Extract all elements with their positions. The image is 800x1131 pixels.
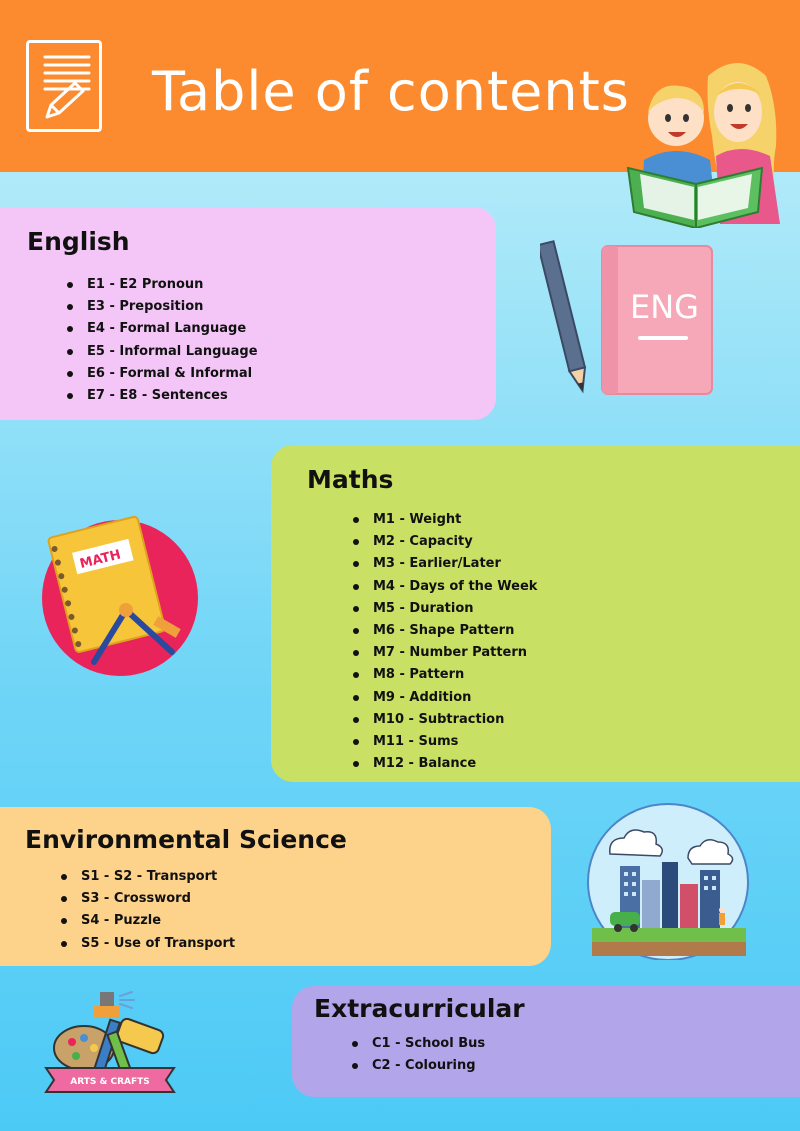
- list-item: C2 - Colouring: [352, 1055, 485, 1077]
- list-item: M1 - Weight: [353, 509, 537, 531]
- document-pencil-icon: [26, 40, 102, 132]
- list-item: M11 - Sums: [353, 731, 537, 753]
- list-item: M3 - Earlier/Later: [353, 553, 537, 575]
- list-item: E5 - Informal Language: [67, 341, 258, 363]
- city-transport-icon: [584, 800, 754, 960]
- environmental-science-section: [0, 807, 551, 966]
- environmental-science-list: [61, 866, 235, 955]
- list-item: M2 - Capacity: [353, 531, 537, 553]
- maths-list: [353, 509, 537, 775]
- list-item: E3 - Preposition: [67, 296, 258, 318]
- english-list: [67, 274, 258, 407]
- list-item: M10 - Subtraction: [353, 709, 537, 731]
- list-item: M7 - Number Pattern: [353, 642, 537, 664]
- arts-crafts-banner-label: ARTS & CRAFTS: [70, 1077, 150, 1087]
- extracurricular-section: [292, 986, 800, 1097]
- header-banner: [0, 0, 800, 172]
- list-item: S5 - Use of Transport: [61, 933, 235, 955]
- eng-book-and-pencil-icon: [540, 236, 720, 402]
- page-title: Table of contents: [152, 60, 630, 123]
- list-item: E6 - Formal & Informal: [67, 363, 258, 385]
- list-item: C1 - School Bus: [352, 1033, 485, 1055]
- math-notebook-compass-icon: [34, 512, 200, 678]
- list-item: S1 - S2 - Transport: [61, 866, 235, 888]
- list-item: M9 - Addition: [353, 687, 537, 709]
- english-heading: English: [27, 227, 130, 256]
- list-item: M5 - Duration: [353, 598, 537, 620]
- english-section: [0, 207, 496, 420]
- list-item: S3 - Crossword: [61, 888, 235, 910]
- list-item: M8 - Pattern: [353, 664, 537, 686]
- list-item: E4 - Formal Language: [67, 318, 258, 340]
- math-book-label: MATH: [78, 547, 123, 573]
- list-item: S4 - Puzzle: [61, 910, 235, 932]
- environmental-science-heading: Environmental Science: [25, 825, 347, 854]
- list-item: M4 - Days of the Week: [353, 576, 537, 598]
- list-item: M12 - Balance: [353, 753, 537, 775]
- arts-and-crafts-icon: [44, 986, 176, 1102]
- list-item: E7 - E8 - Sentences: [67, 385, 258, 407]
- eng-book-label: ENG: [630, 288, 699, 326]
- extracurricular-list: [352, 1033, 485, 1077]
- list-item: E1 - E2 Pronoun: [67, 274, 258, 296]
- mother-child-reading-icon: [620, 56, 790, 228]
- extracurricular-heading: Extracurricular: [314, 994, 525, 1023]
- maths-heading: Maths: [307, 465, 394, 494]
- maths-section: [271, 445, 800, 782]
- list-item: M6 - Shape Pattern: [353, 620, 537, 642]
